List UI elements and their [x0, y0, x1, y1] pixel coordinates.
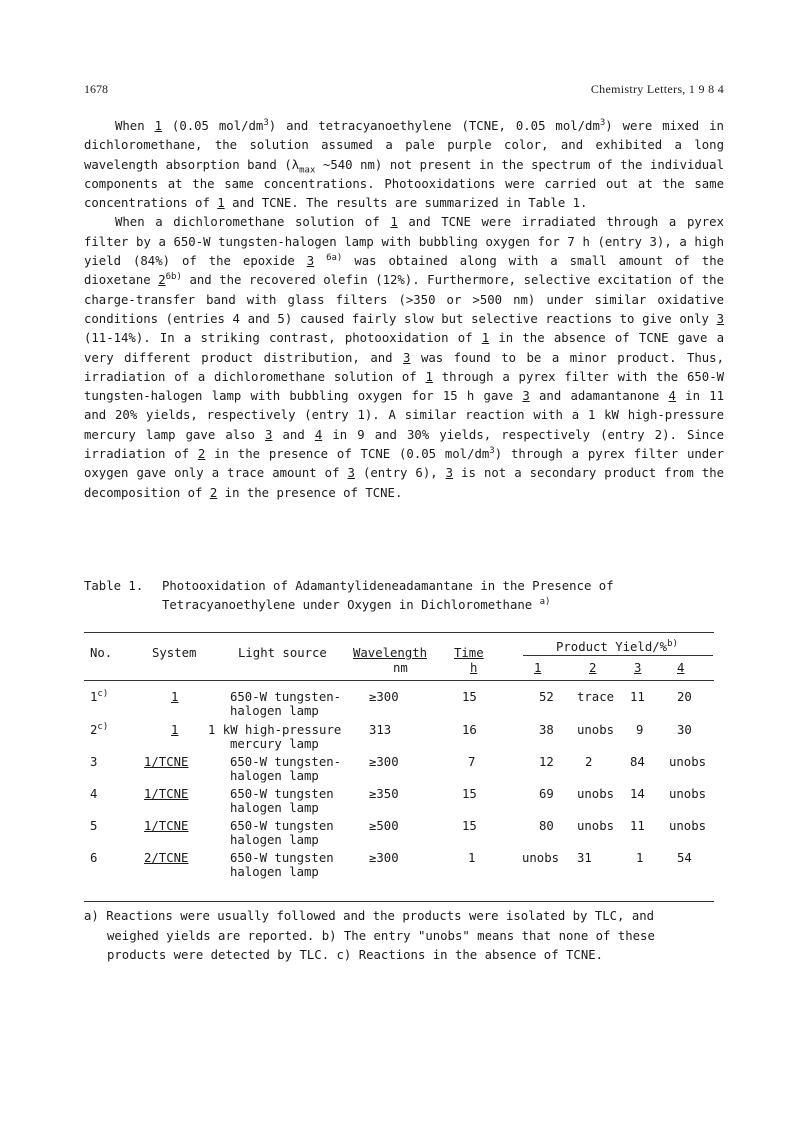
- table-label: Table 1.: [84, 579, 144, 593]
- row-no: 4: [90, 787, 98, 801]
- row-yield-2: 31: [577, 851, 592, 865]
- header-time: Time: [454, 646, 484, 660]
- row-yield-2: unobs: [577, 723, 615, 737]
- row-yield-1: 12: [539, 755, 554, 769]
- row-yield-3: 14: [630, 787, 645, 801]
- row-yield-1: 38: [539, 723, 554, 737]
- row-light-source-1: 650-W tungsten-: [230, 690, 342, 704]
- row-system: 1/TCNE: [144, 787, 189, 801]
- table-footnotes: [84, 907, 724, 966]
- header-light-source: Light source: [238, 646, 327, 660]
- row-no: 2$^{c)}$: [90, 721, 109, 737]
- row-light-source-1: 650-W tungsten: [230, 851, 334, 865]
- header-wavelength-unit: nm: [393, 661, 408, 675]
- row-yield-3: 11: [630, 819, 645, 833]
- row-yield-3: 84: [630, 755, 645, 769]
- journal-name: Chemistry Letters, 1 9 8 4: [590, 82, 724, 96]
- row-wavelength: ≥300: [369, 690, 399, 704]
- row-time: 7: [468, 755, 476, 769]
- row-light-source-2: halogen lamp: [230, 801, 319, 815]
- row-yield-1: 52: [539, 690, 554, 704]
- row-wavelength: ≥500: [369, 819, 399, 833]
- row-system: 1/TCNE: [144, 755, 189, 769]
- row-yield-3: 9: [636, 723, 644, 737]
- page-number: 1678: [84, 82, 108, 96]
- row-time: 15: [462, 787, 477, 801]
- row-wavelength: ≥300: [369, 755, 399, 769]
- header-wavelength: Wavelength: [353, 646, 428, 660]
- footnote-line-3: products were detected by TLC. c) Reactions in the absence of TCNE.: [107, 948, 604, 962]
- row-time: 16: [462, 723, 477, 737]
- row-time: 1: [468, 851, 476, 865]
- header-system: System: [152, 646, 197, 660]
- row-yield-4: 30: [677, 723, 692, 737]
- table-title-note: a): [539, 596, 551, 607]
- row-light-source-2: halogen lamp: [230, 833, 319, 847]
- row-no: 1$^{c)}$: [90, 688, 109, 704]
- row-system: 1: [171, 690, 179, 704]
- paragraph-1: When 1 (0.05 mol/$dm^3$) and tetracyanoethylene (TCNE, 0.05 mol/$dm^3$) were mixed in dichloromethane, the solution assumed a pale purple color, and exhibited a long wavelength absorption band ($\lambda_{max}$ ~540 nm) not present in the spectrum of the individual components at the same concentrations. Photooxidations were carried out at the same concentrations of 1 and TCNE. The results are summarized in Table 1.: [84, 117, 724, 211]
- row-system: 1: [171, 723, 179, 737]
- header-product-yield: Product Yield/%$^{b)}$: [556, 638, 678, 654]
- footnote-line-1: a) Reactions were usually followed and the products were isolated by TLC, and: [84, 909, 655, 923]
- row-light-source-1: 650-W tungsten: [230, 819, 334, 833]
- row-yield-4: 54: [677, 851, 692, 865]
- row-yield-2: unobs: [577, 787, 615, 801]
- row-yield-4: unobs: [669, 819, 707, 833]
- row-system: 1/TCNE: [144, 819, 189, 833]
- footnote-line-2: weighed yields are reported. b) The entry "unobs" means that none of these: [107, 928, 655, 943]
- row-yield-3: 1: [636, 851, 644, 865]
- row-light-source-2: halogen lamp: [230, 704, 319, 718]
- row-time: 15: [462, 819, 477, 833]
- header-product-2: 2: [589, 661, 597, 675]
- row-light-source-2: halogen lamp: [230, 769, 319, 783]
- header-no: No.: [90, 646, 113, 660]
- header-product-1: 1: [534, 661, 542, 675]
- row-yield-2: 2: [585, 755, 593, 769]
- row-wavelength: 313: [369, 723, 392, 737]
- row-yield-2: trace: [577, 690, 615, 704]
- row-system: 2/TCNE: [144, 851, 189, 865]
- row-time: 15: [462, 690, 477, 704]
- row-yield-1: unobs: [522, 851, 560, 865]
- header-time-unit: h: [470, 661, 478, 675]
- table-title-line-2: Tetracyanoethylene under Oxygen in Dichloromethane: [162, 598, 533, 612]
- row-yield-1: 69: [539, 787, 554, 801]
- row-yield-3: 11: [630, 690, 645, 704]
- row-no: 3: [90, 755, 98, 769]
- paragraph-2: When a dichloromethane solution of 1 and TCNE were irradiated through a pyrex filter by a 650-W tungsten-halogen lamp with bubbling oxygen for 7 h (entry 3), a high yield (84%) of the epoxide 3 $^{6a)}$ was obtained along with a small amount of the dioxetane $2^{6b)}$ and the recovered olefin (12%). Furthermore, selective excitation of the charge-transfer band with glass filters (>350 or >500 nm) under similar oxidative conditions (entries 4 and 5) caused fairly slow but selective reactions to give only 3 (11-14%). In a striking contrast, photooxidation of 1 in the absence of TCNE gave a very different product distribution, and 3 was found to be a minor product. Thus, irradiation of a dichloromethane solution of 1 through a pyrex filter with the 650-W tungsten-halogen lamp with bubbling oxygen for 15 h gave 3 and adamantanone 4 in 11 and 20% yields, respectively (entry 1). A similar reaction with a 1 kW high-pressure mercury lamp gave also 3 and 4 in 9 and 30% yields, respectively (entry 2). Since irradiation of 2 in the presence of TCNE (0.05 mol/$dm^3$) through a pyrex filter under oxygen gave only a trace amount of 3 (entry 6), 3 is not a secondary product from the decomposition of 2 in the presence of TCNE.: [84, 215, 725, 500]
- row-light-source-1: 650-W tungsten: [230, 787, 334, 801]
- table-title-line-1: Photooxidation of Adamantylideneadamantane in the Presence of: [162, 579, 614, 593]
- row-yield-4: 20: [677, 690, 692, 704]
- row-yield-4: unobs: [669, 755, 707, 769]
- row-light-source-2: halogen lamp: [230, 865, 319, 879]
- row-yield-1: 80: [539, 819, 554, 833]
- row-wavelength: ≥350: [369, 787, 399, 801]
- header-product-3: 3: [634, 661, 642, 675]
- row-light-source-1: 650-W tungsten-: [230, 755, 342, 769]
- header-product-4: 4: [677, 661, 685, 675]
- row-no: 5: [90, 819, 98, 833]
- row-yield-2: unobs: [577, 819, 615, 833]
- row-wavelength: ≥300: [369, 851, 399, 865]
- row-yield-4: unobs: [669, 787, 707, 801]
- product-yield-rule: [523, 655, 713, 656]
- header-rule: [84, 680, 714, 681]
- row-light-source-1: 1 kW high-pressure: [208, 723, 342, 737]
- row-light-source-2: mercury lamp: [230, 737, 319, 751]
- row-no: 6: [90, 851, 98, 865]
